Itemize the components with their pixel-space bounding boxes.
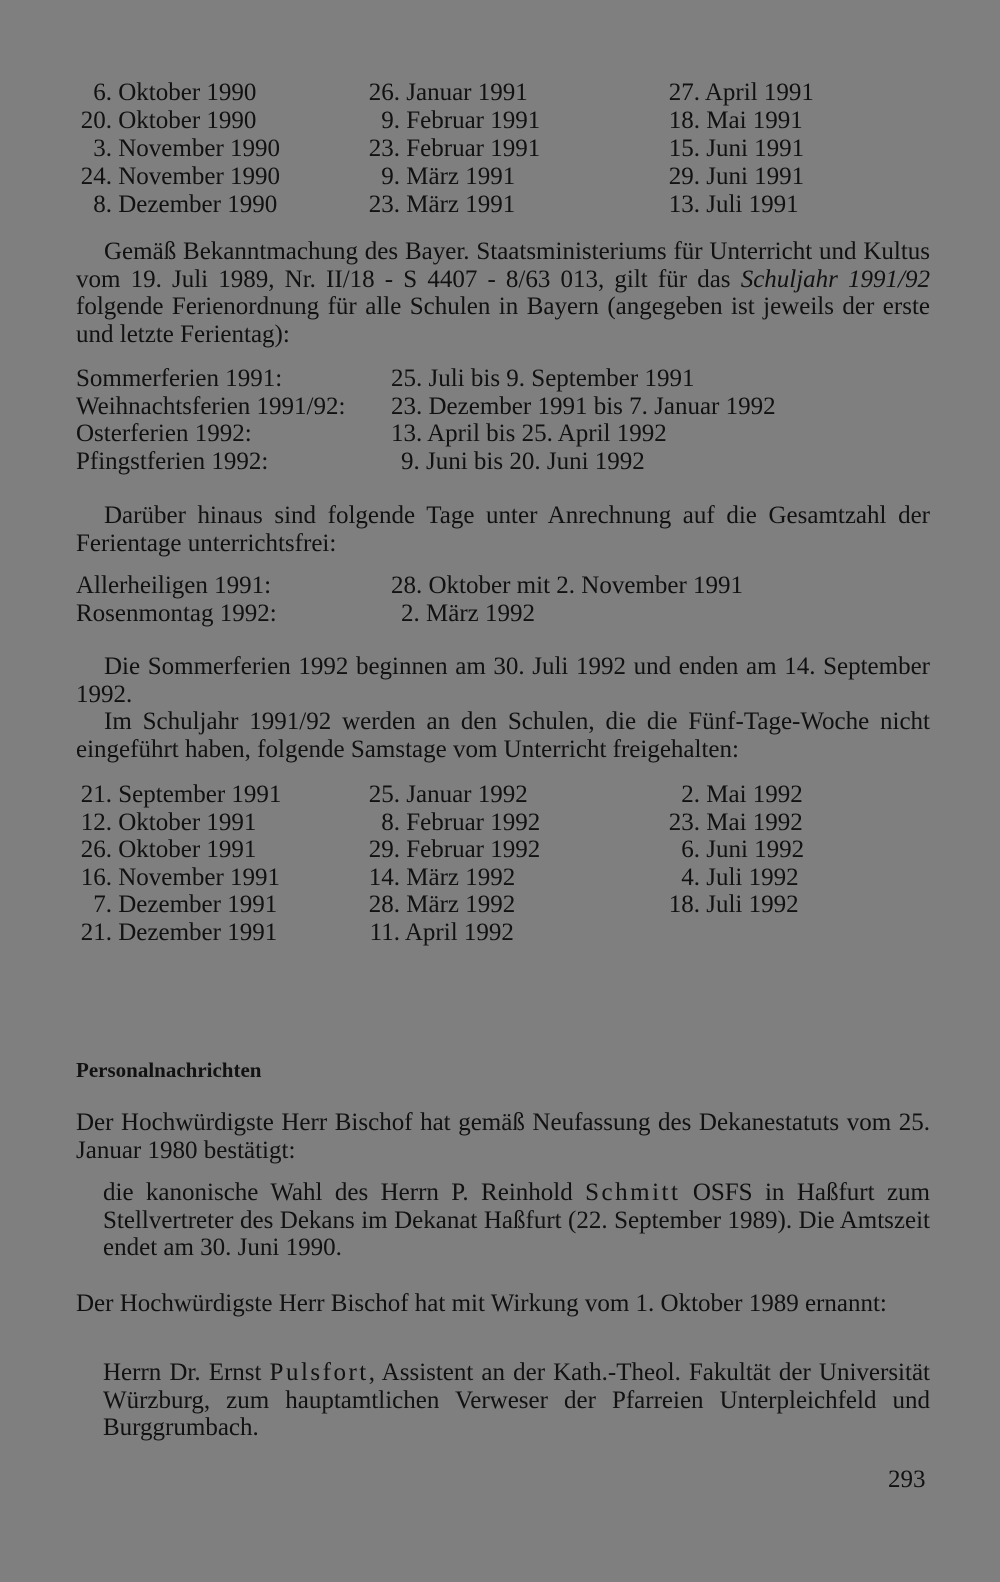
date-entry: 6. Juni 1992 xyxy=(681,836,805,863)
date-entry: 11. April 1992 xyxy=(369,918,514,946)
date-entry: 18. Mai 1991 xyxy=(668,107,803,134)
date-entry: 20. Oktober 1990 xyxy=(80,107,257,134)
section-heading: Personalnachrichten xyxy=(76,1058,262,1082)
notice1-body: die kanonische Wahl des Herrn P. Reinhold Schmitt OSFS in Haßfurt zum Stellvertreter des Dekans im Dekanat Haßfurt (22. September 1989). Die Amtszeit endet am 30. Juni 1990. xyxy=(103,1179,930,1261)
date-entry: 14. März 1992 xyxy=(368,863,516,891)
date-entry: 3. November 1990 xyxy=(93,135,281,162)
unterrichtsfrei-list xyxy=(76,572,936,628)
date-entry: 29. Februar 1992 xyxy=(368,836,541,863)
notice2-body: Herrn Dr. Ernst Pulsfort, Assistent an der Kath.-Theol. Fakultät der Universität Würzburg, zum hauptamtlichen Verweser der Pfarreien Unterpleichfeld und Burggrumbach. xyxy=(103,1359,930,1441)
date-entry: 25. Januar 1992 xyxy=(368,781,528,808)
date-entry: 9. März 1991 xyxy=(381,163,516,190)
ferienordnung-paragraph: Gemäß Bekanntmachung des Bayer. Staatsministeriums für Unterricht und Kultus vom 19. Juli 1989, Nr. II/18 - S 4407 - 8/63 013, gilt für das Schuljahr 1991/92 folgende Ferienordnung für alle Schulen in Bayern (angegeben ist jeweils der erste und letzte Ferientag): xyxy=(76,238,930,348)
sommerferien-1992-paragraph: Die Sommerferien 1992 beginnen am 30. Juli 1992 und enden am 14. September 1992. xyxy=(76,653,930,708)
date-entry: 7. Dezember 1991 xyxy=(93,891,278,918)
notice1-intro: Der Hochwürdigste Herr Bischof hat gemäß Neufassung des Dekanestatuts vom 25. Januar 1980 bestätigt: xyxy=(76,1109,930,1164)
date-entry: 8. Februar 1992 xyxy=(381,808,541,836)
list-item: Pfingstferien 1992: 9. Juni bis 20. Juni 1992 xyxy=(76,447,645,475)
table1-col3 xyxy=(662,79,814,219)
date-entry: 27. April 1991 xyxy=(668,79,814,106)
date-entry: 23. Mai 1992 xyxy=(668,808,803,836)
date-entry: 8. Dezember 1990 xyxy=(93,191,278,218)
unterrichtsfrei-paragraph: Darüber hinaus sind folgende Tage unter Anrechnung auf die Gesamtzahl der Ferientage unterrichtsfrei: xyxy=(76,502,930,557)
date-entry: 6. Oktober 1990 xyxy=(93,79,257,106)
date-entry: 9. Februar 1991 xyxy=(381,107,541,134)
date-entry: 26. Oktober 1991 xyxy=(80,836,257,863)
list-item: Rosenmontag 1992: 2. März 1992 xyxy=(76,599,535,627)
list-item: Osterferien 1992: 13. April bis 25. April 1992 xyxy=(76,420,667,447)
date-entry: 29. Juni 1991 xyxy=(668,163,805,190)
page-number: 293 xyxy=(888,1466,926,1493)
date-entry: 2. Mai 1992 xyxy=(681,781,803,808)
list-item: Allerheiligen 1991: 28. Oktober mit 2. November 1991 xyxy=(76,572,744,599)
date-entry: 28. März 1992 xyxy=(368,891,516,918)
date-entry: 15. Juni 1991 xyxy=(668,135,805,162)
list-item: Sommerferien 1991: 25. Juli bis 9. September 1991 xyxy=(76,365,695,392)
person-name: Pulsfort xyxy=(269,1359,369,1386)
date-entry: 26. Januar 1991 xyxy=(368,79,528,106)
date-entry: 12. Oktober 1991 xyxy=(80,808,257,836)
samstage-paragraph: Im Schuljahr 1991/92 werden an den Schulen, die die Fünf-Tage-Woche nicht eingeführt haben, folgende Samstage vom Unterricht freigehalten: xyxy=(76,708,930,763)
schuljahr-italic: Schuljahr 1991/92 xyxy=(740,265,930,293)
date-entry: 4. Juli 1992 xyxy=(681,863,799,891)
date-entry: 13. Juli 1991 xyxy=(668,191,799,218)
ferien-list xyxy=(76,365,936,477)
person-name: Schmitt xyxy=(585,1179,681,1206)
date-entry: 23. März 1991 xyxy=(368,191,516,218)
table2-col3 xyxy=(662,781,804,919)
notice2-intro: Der Hochwürdigste Herr Bischof hat mit Wirkung vom 1. Oktober 1989 ernannt: xyxy=(76,1290,887,1317)
table1-col2 xyxy=(366,79,540,219)
date-entry: 21. Dezember 1991 xyxy=(80,918,278,946)
table2-col2 xyxy=(366,781,540,946)
date-entry: 16. November 1991 xyxy=(80,863,281,891)
table1-col1 xyxy=(76,79,280,219)
date-entry: 24. November 1990 xyxy=(80,163,281,190)
list-item: Weihnachtsferien 1991/92: 23. Dezember 1991 bis 7. Januar 1992 xyxy=(76,392,776,420)
table2-col1 xyxy=(76,781,281,946)
date-entry: 23. Februar 1991 xyxy=(368,135,541,162)
date-entry: 18. Juli 1992 xyxy=(668,891,799,918)
date-entry: 21. September 1991 xyxy=(80,781,282,808)
